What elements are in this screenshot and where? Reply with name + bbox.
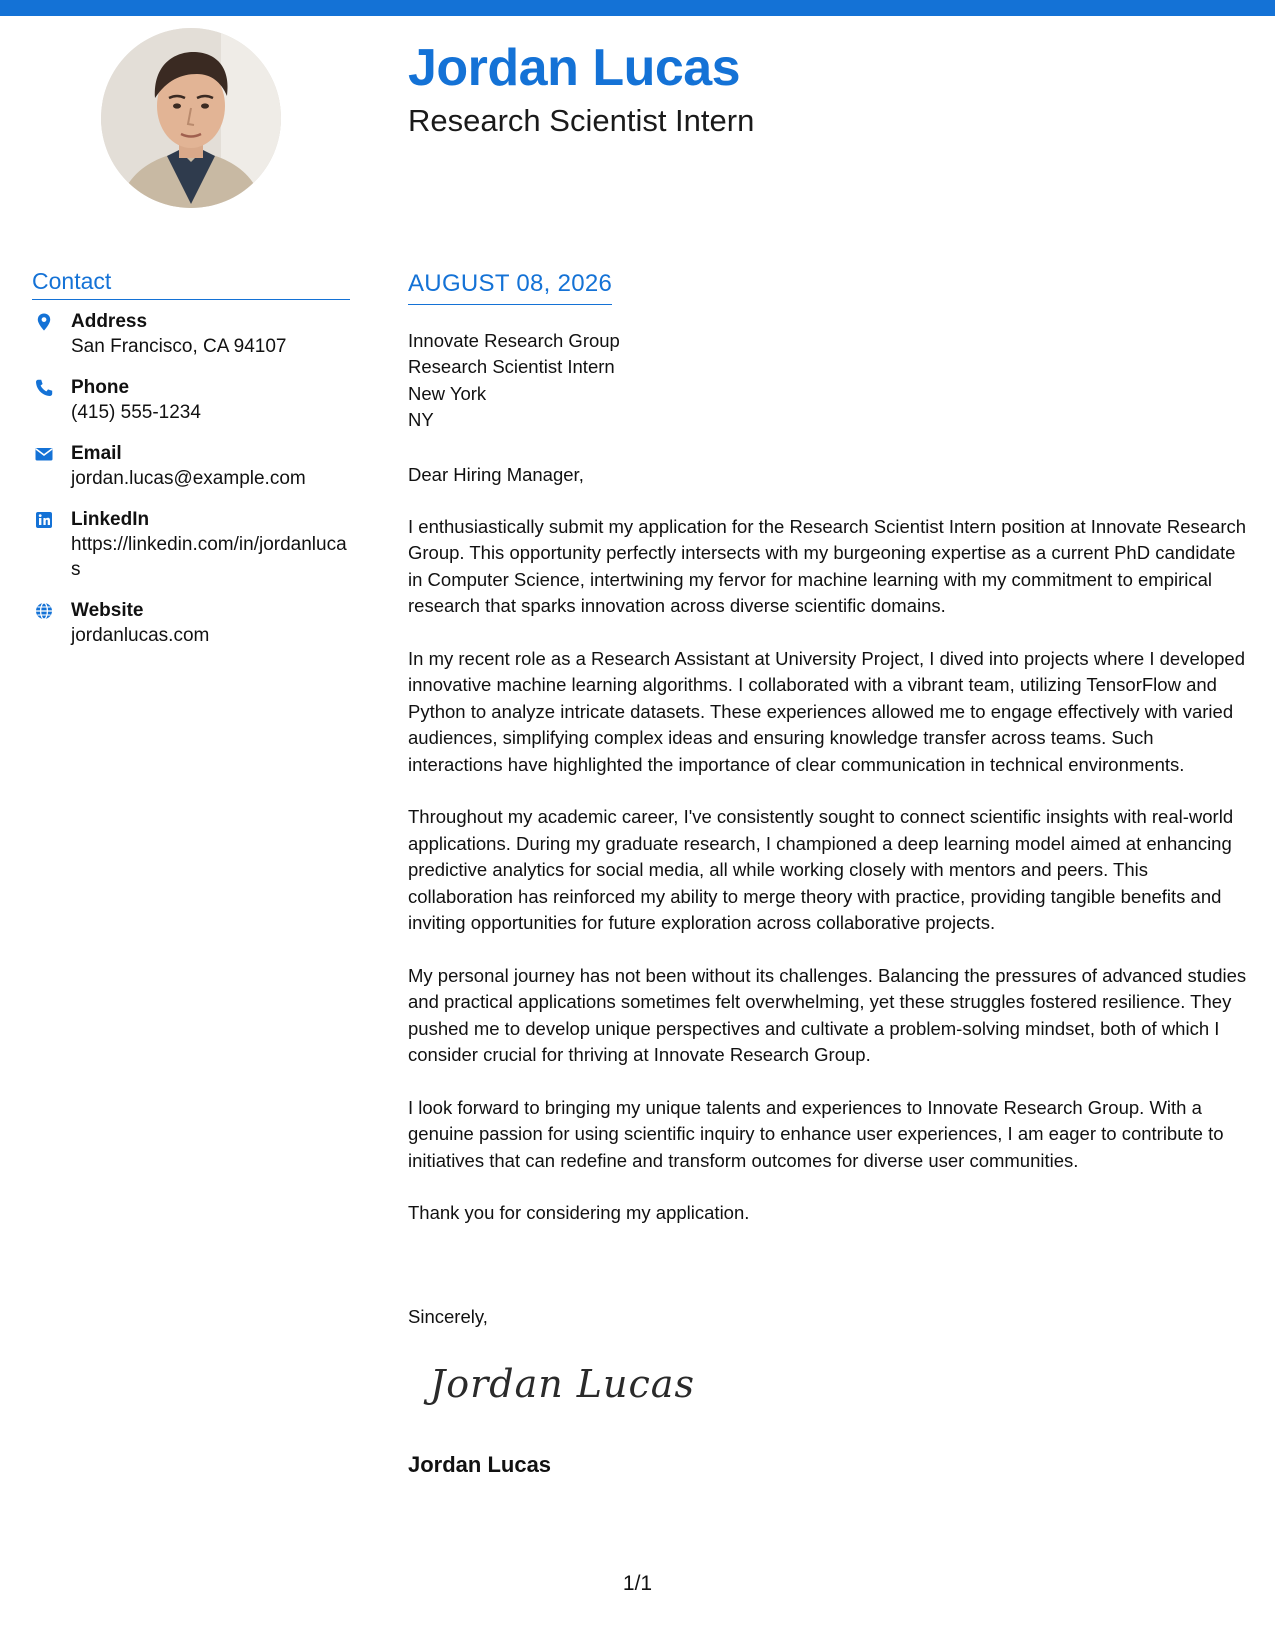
- globe-icon: [34, 601, 54, 621]
- recipient-city: New York: [408, 382, 487, 404]
- contact-item-website: [32, 599, 352, 648]
- recipient-position: Research Scientist Intern: [408, 356, 615, 378]
- phone-icon: [34, 378, 54, 398]
- linkedin-icon: [34, 510, 54, 530]
- body-paragraph: Thank you for considering my application.: [408, 1202, 750, 1224]
- email-icon: [34, 444, 54, 464]
- contact-item-email: [32, 442, 352, 491]
- candidate-name: Jordan Lucas: [408, 39, 741, 97]
- recipient-company: Innovate Research Group: [408, 330, 620, 351]
- website-link[interactable]: jordanlucas.com: [71, 625, 210, 646]
- contact-item-phone: [32, 376, 352, 425]
- recipient-block: [408, 328, 620, 434]
- body-paragraph: Throughout my academic career, I've consistently sought to connect scientific insights with real-world applications. During my graduate research, I championed a deep learning model aimed at enhancing predictive analytics for social media, all while working closely with mentors and peers. This collaboration has reinforced my ability to merge theory with practice, providing tangible benefits and inviting opportunities for future exploration across collaborative projects.: [408, 806, 1234, 934]
- salutation: Dear Hiring Manager,: [408, 464, 584, 485]
- contact-label: Website: [71, 600, 144, 621]
- contact-label: Phone: [71, 377, 130, 398]
- handwritten-signature: Jordan Lucas: [430, 1362, 695, 1406]
- body-paragraph: My personal journey has not been without its challenges. Balancing the pressures of advanced studies and practical applications sometimes felt overwhelming, yet these struggles fostered resilience. They pushed me to develop unique perspectives and cultivate a problem-solving mindset, both of which I consider crucial for thriving at Innovate Research Group.: [408, 964, 1247, 1066]
- email-link[interactable]: jordan.lucas@example.com: [71, 468, 306, 489]
- phone-value[interactable]: (415) 555-1234: [71, 402, 201, 423]
- contact-item-linkedin: [32, 508, 352, 582]
- map-pin-icon: [34, 312, 54, 332]
- body-paragraph: In my recent role as a Research Assistant at University Project, I dived into projects where I developed innovative machine learning algorithms. I collaborated with a vibrant team, utilizing TensorFlow and Python to analyze intricate datasets. These experiences allowed me to engage effectively with varied audiences, simplifying complex ideas and ensuring knowledge transfer across teams. Such interactions have highlighted the importance of clear communication in technical environments.: [408, 648, 1246, 775]
- contact-label: LinkedIn: [71, 509, 150, 530]
- contact-label: Email: [71, 443, 122, 464]
- signed-name: Jordan Lucas: [408, 1452, 552, 1477]
- closing: Sincerely,: [408, 1306, 488, 1327]
- profile-photo: [101, 28, 281, 208]
- address-value: San Francisco, CA 94107: [71, 336, 287, 357]
- contact-label: Address: [71, 311, 148, 332]
- page-number: 1/1: [622, 1572, 653, 1595]
- contact-list: [32, 310, 352, 665]
- candidate-title: Research Scientist Intern: [408, 103, 755, 138]
- body-paragraph: I enthusiastically submit my application for the Research Scientist Intern position at Innovate Research Group. This opportunity perfectly intersects with my burgeoning expertise as a current PhD candidate in Computer Science, intertwining my fervor for machine learning with my commitment to empirical research that sparks innovation across diverse scientific domains.: [408, 516, 1247, 617]
- top-accent-bar: [0, 0, 1275, 16]
- contact-item-address: [32, 310, 352, 359]
- letter-date: AUGUST 08, 2026: [408, 270, 612, 305]
- letter-body: [408, 514, 1250, 1253]
- contact-heading: Contact: [32, 268, 350, 300]
- linkedin-link[interactable]: https://linkedin.com/in/jordanlucas: [71, 534, 347, 580]
- body-paragraph: I look forward to bringing my unique talents and experiences to Innovate Research Group. With a genuine passion for using scientific inquiry to enhance user experiences, I am eager to contribute to initiatives that can redefine and transform outcomes for diverse user communities.: [408, 1096, 1224, 1171]
- recipient-state: NY: [408, 409, 434, 431]
